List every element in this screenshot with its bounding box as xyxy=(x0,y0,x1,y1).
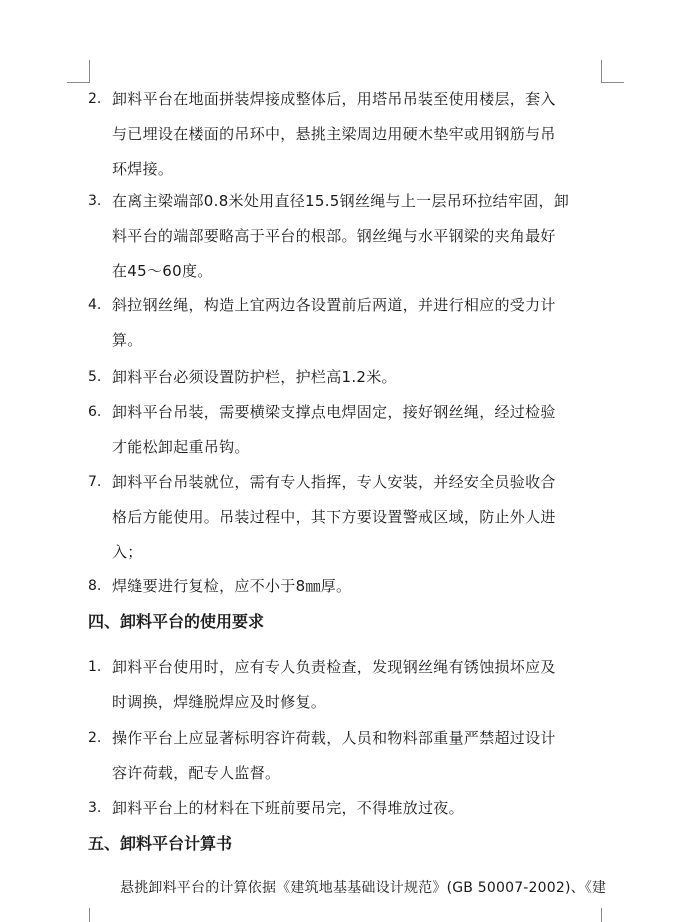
list-text xyxy=(112,650,604,720)
text-line: 环焊接。 xyxy=(112,160,174,178)
text-line: 卸料平台必须设置防护栏，护栏高1.2米。 xyxy=(112,368,397,386)
text-line: 时调换，焊缝脱焊应及时修复。 xyxy=(112,693,327,711)
text-line: 焊缝要进行复检，应不小于8㎜厚。 xyxy=(112,577,352,595)
paragraph: 悬挑卸料平台的计算依据《建筑地基基础设计规范》(GB 50007-2002)、《建 xyxy=(120,880,607,896)
list-text xyxy=(112,288,604,358)
list-text xyxy=(112,82,604,187)
list-number: 5. xyxy=(88,369,102,385)
margin-mark-top-left xyxy=(67,60,90,83)
text-line: 算。 xyxy=(112,331,143,349)
list-number: 3. xyxy=(88,800,102,816)
list-number: 3. xyxy=(88,193,102,209)
list-text xyxy=(112,360,604,395)
text-line: 在离主梁端部0.8米处用直径15.5钢丝绳与上一层吊环拉结牢固，卸 xyxy=(112,192,570,210)
text-line: 入； xyxy=(112,543,143,561)
text-line: 与已埋设在楼面的吊环中，悬挑主梁周边用硬木垫牢或用钢筋与吊 xyxy=(112,125,556,143)
list-text xyxy=(112,184,604,289)
text-line: 卸料平台上的材料在下班前要吊完，不得堆放过夜。 xyxy=(112,799,464,817)
text-line: 卸料平台吊装就位，需有专人指挥，专人安装，并经安全员验收合 xyxy=(112,473,556,491)
list-text xyxy=(112,569,604,604)
list-number: 1. xyxy=(88,659,102,675)
margin-mark-bottom-right xyxy=(601,908,624,922)
text-line: 容许荷载，配专人监督。 xyxy=(112,764,281,782)
list-number: 7. xyxy=(88,474,102,490)
list-text xyxy=(112,791,604,826)
margin-mark-top-right xyxy=(601,60,624,83)
list-number: 6. xyxy=(88,404,102,420)
text-line: 格后方能使用。吊装过程中，其下方要设置警戒区域，防止外人进 xyxy=(112,508,556,526)
section-heading: 四、卸料平台的使用要求 xyxy=(88,612,265,631)
text-line: 才能松卸起重吊钩。 xyxy=(112,438,250,456)
list-number: 8. xyxy=(88,578,102,594)
list-text xyxy=(112,465,604,570)
list-text xyxy=(112,395,604,465)
text-line: 卸料平台在地面拼装焊接成整体后，用塔吊吊装至使用楼层，套入 xyxy=(112,90,556,108)
text-line: 料平台的端部要略高于平台的根部。钢丝绳与水平钢梁的夹角最好 xyxy=(112,227,556,245)
list-number: 2. xyxy=(88,730,102,746)
text-line: 斜拉钢丝绳，构造上宜两边各设置前后两道，并进行相应的受力计 xyxy=(112,296,556,314)
list-number: 4. xyxy=(88,297,102,313)
text-line: 在45～60度。 xyxy=(112,262,213,280)
text-line: 卸料平台使用时，应有专人负责检查，发现钢丝绳有锈蚀损坏应及 xyxy=(112,658,556,676)
list-text xyxy=(112,721,604,791)
text-line: 卸料平台吊装，需要横梁支撑点电焊固定，接好钢丝绳，经过检验 xyxy=(112,403,556,421)
text-line: 操作平台上应显著标明容许荷载，人员和物料部重量严禁超过设计 xyxy=(112,729,556,747)
margin-mark-bottom-left xyxy=(67,908,90,922)
list-number: 2. xyxy=(88,91,102,107)
section-heading: 五、卸料平台计算书 xyxy=(88,834,233,853)
